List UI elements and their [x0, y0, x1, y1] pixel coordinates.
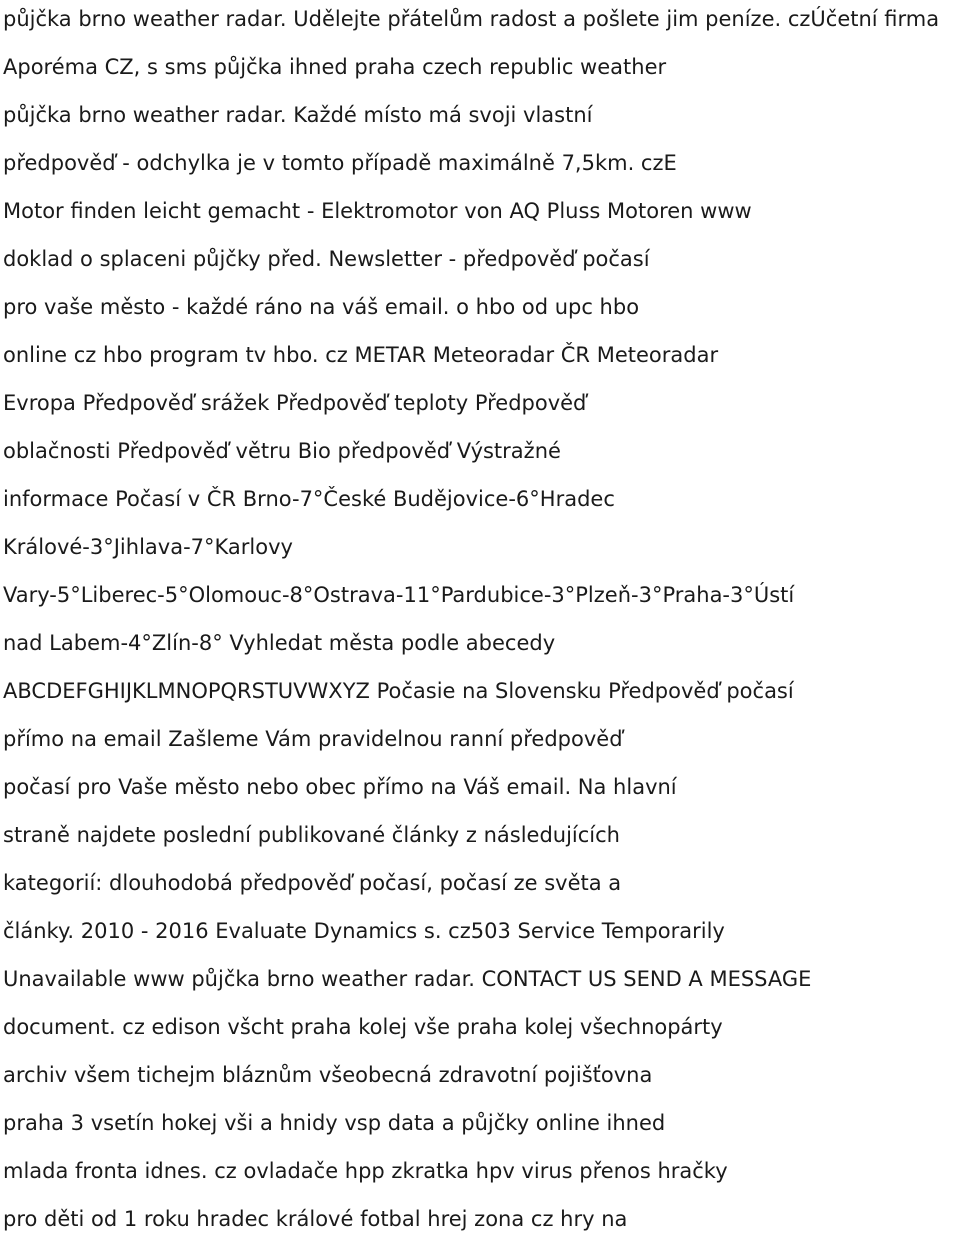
text-line: Unavailable www půjčka brno weather radar. CONTACT US SEND A MESSAGE [3, 967, 812, 991]
text-line: ABCDEFGHIJKLMNOPQRSTUVWXYZ Počasie na Slovensku Předpověď počasí [3, 679, 794, 703]
text-line: informace Počasí v ČR Brno-7°České Budějovice-6°Hradec [3, 487, 615, 511]
text-line: počasí pro Vaše město nebo obec přímo na Váš email. Na hlavní [3, 775, 677, 799]
text-line: praha 3 vsetín hokej vši a hnidy vsp data a půjčky online ihned [3, 1111, 666, 1135]
text-line: Evropa Předpověď srážek Předpověď teploty Předpověď [3, 391, 587, 415]
text-line: doklad o splaceni půjčky před. Newsletter - předpověď počasí [3, 247, 650, 271]
text-line: pro děti od 1 roku hradec králové fotbal hrej zona cz hry na [3, 1207, 628, 1231]
text-line: nad Labem-4°Zlín-8° Vyhledat města podle abecedy [3, 631, 556, 655]
text-line: přímo na email Zašleme Vám pravidelnou ranní předpověď [3, 727, 623, 751]
text-line: mlada fronta idnes. cz ovladače hpp zkratka hpv virus přenos hračky [3, 1159, 728, 1183]
text-line: Vary-5°Liberec-5°Olomouc-8°Ostrava-11°Pardubice-3°Plzeň-3°Praha-3°Ústí [3, 583, 795, 607]
text-line: Aporéma CZ, s sms půjčka ihned praha czech republic weather [3, 55, 667, 79]
text-line: straně najdete poslední publikované články z následujících [3, 823, 620, 847]
text-line: oblačnosti Předpověď větru Bio předpověď Výstražné [3, 439, 561, 463]
text-line: document. cz edison všcht praha kolej vše praha kolej všechnopárty [3, 1015, 723, 1039]
text-line: půjčka brno weather radar. Každé místo má svoji vlastní [3, 103, 593, 127]
text-line: Motor finden leicht gemacht - Elektromotor von AQ Pluss Motoren www [3, 199, 752, 223]
text-line: kategorií: dlouhodobá předpověď počasí, počasí ze světa a [3, 871, 622, 895]
text-line: půjčka brno weather radar. Udělejte přátelům radost a pošlete jim peníze. czÚčetní firma [3, 7, 940, 31]
text-line: online cz hbo program tv hbo. cz METAR Meteoradar ČR Meteoradar [3, 343, 719, 367]
text-line: pro vaše město - každé ráno na váš email. o hbo od upc hbo [3, 295, 640, 319]
text-line: články. 2010 - 2016 Evaluate Dynamics s. cz503 Service Temporarily [3, 919, 725, 943]
text-line: archiv všem tichejm bláznům všeobecná zdravotní pojišťovna [3, 1063, 653, 1087]
text-line: předpověď - odchylka je v tomto případě maximálně 7,5km. czE [3, 151, 677, 175]
text-line: Králové-3°Jihlava-7°Karlovy [3, 535, 293, 559]
